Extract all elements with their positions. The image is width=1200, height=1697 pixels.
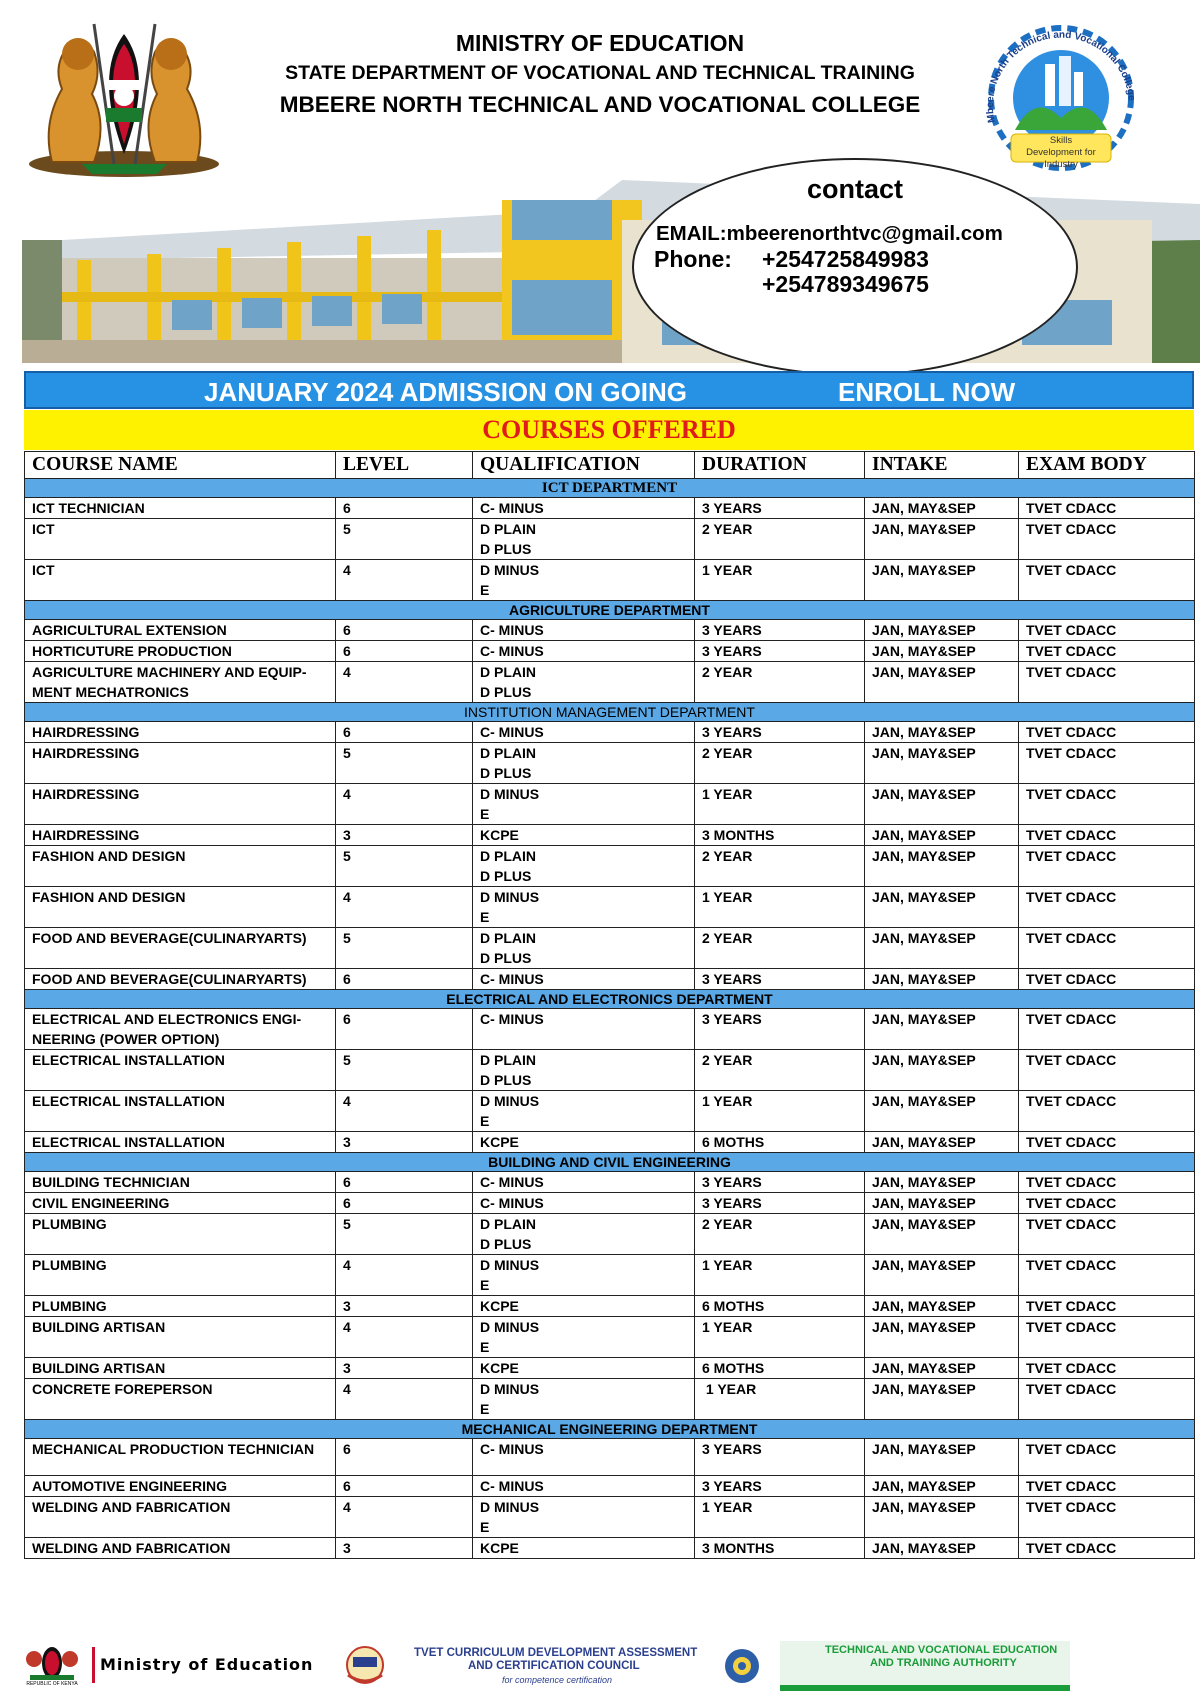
- department-heading: ICT DEPARTMENT: [25, 479, 1195, 498]
- intake-cell: JAN, MAY&SEP: [865, 846, 1019, 887]
- course-name-cell: AUTOMOTIVE ENGINEERING: [25, 1476, 336, 1497]
- duration-cell: 3 YEARS: [695, 641, 865, 662]
- course-name-cell: FOOD AND BEVERAGE(CULINARYARTS): [25, 969, 336, 990]
- intake-cell: JAN, MAY&SEP: [865, 1538, 1019, 1559]
- duration-cell: 1 YEAR: [695, 887, 865, 928]
- intake-cell: JAN, MAY&SEP: [865, 662, 1019, 703]
- duration-cell: 6 MOTHS: [695, 1358, 865, 1379]
- qualification-cell: KCPE: [473, 1132, 695, 1153]
- course-name-cell: PLUMBING: [25, 1214, 336, 1255]
- duration-cell: 3 YEARS: [695, 1476, 865, 1497]
- duration-cell: 1 YEAR: [695, 784, 865, 825]
- table-row: [25, 620, 1195, 641]
- exam-body-cell: TVET CDACC: [1019, 1091, 1195, 1132]
- level-cell: 3: [336, 825, 473, 846]
- exam-body-cell: TVET CDACC: [1019, 1379, 1195, 1420]
- exam-body-cell: TVET CDACC: [1019, 620, 1195, 641]
- level-cell: 5: [336, 519, 473, 560]
- course-name-cell: ICT: [25, 519, 336, 560]
- exam-body-cell: TVET CDACC: [1019, 1358, 1195, 1379]
- exam-body-cell: TVET CDACC: [1019, 1476, 1195, 1497]
- level-cell: 5: [336, 743, 473, 784]
- intake-cell: JAN, MAY&SEP: [865, 825, 1019, 846]
- duration-cell: 3 YEARS: [695, 1172, 865, 1193]
- duration-cell: 3 YEARS: [695, 1439, 865, 1476]
- qualification-cell: C- MINUS: [473, 1476, 695, 1497]
- level-cell: 3: [336, 1296, 473, 1317]
- course-name-cell: FASHION AND DESIGN: [25, 846, 336, 887]
- duration-cell: 2 YEAR: [695, 928, 865, 969]
- duration-cell: 6 MOTHS: [695, 1132, 865, 1153]
- table-row: [25, 1358, 1195, 1379]
- contact-phone-label: Phone:: [654, 246, 732, 272]
- duration-cell: 1 YEAR: [695, 1379, 865, 1420]
- footer-logos: [20, 1641, 1190, 1693]
- qualification-cell: KCPE: [473, 1538, 695, 1559]
- course-name-cell: AGRICULTURE MACHINERY AND EQUIP- MENT MECHATRONICS: [25, 662, 336, 703]
- course-name-cell: ELECTRICAL AND ELECTRONICS ENGI- NEERING (POWER OPTION): [25, 1009, 336, 1050]
- department-heading: BUILDING AND CIVIL ENGINEERING: [25, 1153, 1195, 1172]
- table-row: [25, 498, 1195, 519]
- qualification-cell: D PLAIN D PLUS: [473, 743, 695, 784]
- course-name-cell: FOOD AND BEVERAGE(CULINARYARTS): [25, 928, 336, 969]
- exam-body-cell: TVET CDACC: [1019, 1193, 1195, 1214]
- qualification-cell: C- MINUS: [473, 969, 695, 990]
- table-row: [25, 1296, 1195, 1317]
- course-name-cell: WELDING AND FABRICATION: [25, 1497, 336, 1538]
- duration-cell: 3 MONTHS: [695, 825, 865, 846]
- exam-body-cell: TVET CDACC: [1019, 1172, 1195, 1193]
- course-name-cell: BUILDING ARTISAN: [25, 1358, 336, 1379]
- qualification-cell: D MINUS E: [473, 1497, 695, 1538]
- footer-cdacc-line1: TVET CURRICULUM DEVELOPMENT ASSESSMENT: [414, 1647, 698, 1659]
- duration-cell: 2 YEAR: [695, 519, 865, 560]
- qualification-cell: C- MINUS: [473, 1439, 695, 1476]
- intake-cell: JAN, MAY&SEP: [865, 1476, 1019, 1497]
- duration-cell: 3 YEARS: [695, 722, 865, 743]
- logo-tagline: Skills Development for Industry: [1026, 135, 1096, 170]
- level-cell: 3: [336, 1538, 473, 1559]
- exam-body-cell: TVET CDACC: [1019, 1009, 1195, 1050]
- duration-cell: 1 YEAR: [695, 1497, 865, 1538]
- exam-body-cell: TVET CDACC: [1019, 928, 1195, 969]
- intake-cell: JAN, MAY&SEP: [865, 1132, 1019, 1153]
- exam-body-cell: TVET CDACC: [1019, 1538, 1195, 1559]
- table-row: [25, 1214, 1195, 1255]
- exam-body-cell: TVET CDACC: [1019, 846, 1195, 887]
- level-cell: 6: [336, 1476, 473, 1497]
- table-row: [25, 1172, 1195, 1193]
- course-name-cell: ICT: [25, 560, 336, 601]
- qualification-cell: D PLAIN D PLUS: [473, 928, 695, 969]
- qualification-cell: C- MINUS: [473, 722, 695, 743]
- kenya-coat-of-arms-logo: [22, 14, 227, 179]
- level-cell: 4: [336, 1379, 473, 1420]
- course-name-cell: HAIRDRESSING: [25, 784, 336, 825]
- duration-cell: 2 YEAR: [695, 743, 865, 784]
- exam-body-cell: TVET CDACC: [1019, 1439, 1195, 1476]
- department-row: [25, 1420, 1195, 1439]
- course-name-cell: CIVIL ENGINEERING: [25, 1193, 336, 1214]
- duration-cell: 2 YEAR: [695, 1214, 865, 1255]
- qualification-cell: C- MINUS: [473, 641, 695, 662]
- duration-cell: 2 YEAR: [695, 1050, 865, 1091]
- logo-ring-text: Mbeere North Technical and Vocational College: [984, 29, 1137, 124]
- level-cell: 6: [336, 1439, 473, 1476]
- courses-table-body: [25, 479, 1195, 1559]
- college-logo: [975, 22, 1147, 172]
- exam-body-cell: TVET CDACC: [1019, 1497, 1195, 1538]
- intake-cell: JAN, MAY&SEP: [865, 1497, 1019, 1538]
- enroll-now-text: ENROLL NOW: [838, 377, 1016, 407]
- table-row: [25, 1193, 1195, 1214]
- table-row: [25, 560, 1195, 601]
- table-row: [25, 1497, 1195, 1538]
- footer-crest-caption: REPUBLIC OF KENYA: [26, 1681, 78, 1687]
- exam-body-cell: TVET CDACC: [1019, 1050, 1195, 1091]
- level-cell: 3: [336, 1132, 473, 1153]
- exam-body-cell: TVET CDACC: [1019, 1255, 1195, 1296]
- contact-phone-2[interactable]: +254789349675: [762, 271, 929, 297]
- duration-cell: 2 YEAR: [695, 846, 865, 887]
- exam-body-cell: TVET CDACC: [1019, 1132, 1195, 1153]
- exam-body-cell: TVET CDACC: [1019, 743, 1195, 784]
- college-title: MBEERE NORTH TECHNICAL AND VOCATIONAL COLLEGE: [279, 92, 921, 117]
- contact-title: contact: [806, 174, 904, 204]
- courses-offered-heading: COURSES OFFERED: [24, 410, 1194, 450]
- footer-kenya-crest-logo: [20, 1641, 84, 1685]
- exam-body-cell: TVET CDACC: [1019, 784, 1195, 825]
- qualification-cell: KCPE: [473, 1296, 695, 1317]
- level-cell: 5: [336, 846, 473, 887]
- exam-body-cell: TVET CDACC: [1019, 969, 1195, 990]
- duration-cell: 1 YEAR: [695, 560, 865, 601]
- intake-cell: JAN, MAY&SEP: [865, 1009, 1019, 1050]
- intake-cell: JAN, MAY&SEP: [865, 641, 1019, 662]
- duration-cell: 6 MOTHS: [695, 1296, 865, 1317]
- department-heading: ELECTRICAL AND ELECTRONICS DEPARTMENT: [25, 990, 1195, 1009]
- footer-cdacc-emblem-icon: [338, 1643, 392, 1687]
- duration-cell: 3 YEARS: [695, 1009, 865, 1050]
- table-row: [25, 1317, 1195, 1358]
- header-exam-body: EXAM BODY: [1019, 452, 1195, 479]
- level-cell: 6: [336, 498, 473, 519]
- intake-cell: JAN, MAY&SEP: [865, 1296, 1019, 1317]
- intake-cell: JAN, MAY&SEP: [865, 1050, 1019, 1091]
- intake-cell: JAN, MAY&SEP: [865, 722, 1019, 743]
- department-row: [25, 703, 1195, 722]
- department-heading: INSTITUTION MANAGEMENT DEPARTMENT: [25, 703, 1195, 722]
- table-row: [25, 825, 1195, 846]
- course-name-cell: ELECTRICAL INSTALLATION: [25, 1132, 336, 1153]
- table-row: [25, 641, 1195, 662]
- exam-body-cell: TVET CDACC: [1019, 722, 1195, 743]
- level-cell: 6: [336, 620, 473, 641]
- duration-cell: 2 YEAR: [695, 662, 865, 703]
- level-cell: 4: [336, 887, 473, 928]
- level-cell: 6: [336, 969, 473, 990]
- table-row: [25, 519, 1195, 560]
- header-intake: INTAKE: [865, 452, 1019, 479]
- footer-divider: [92, 1647, 95, 1683]
- table-row: [25, 969, 1195, 990]
- footer-tveta-line1: TECHNICAL AND VOCATIONAL EDUCATION: [825, 1644, 1058, 1656]
- intake-cell: JAN, MAY&SEP: [865, 969, 1019, 990]
- level-cell: 4: [336, 1255, 473, 1296]
- department-row: [25, 479, 1195, 498]
- duration-cell: 3 YEARS: [695, 498, 865, 519]
- header-course-name: COURSE NAME: [25, 452, 336, 479]
- table-row: [25, 743, 1195, 784]
- table-row: [25, 1476, 1195, 1497]
- qualification-cell: D PLAIN D PLUS: [473, 1214, 695, 1255]
- course-name-cell: BUILDING TECHNICIAN: [25, 1172, 336, 1193]
- level-cell: 5: [336, 928, 473, 969]
- exam-body-cell: TVET CDACC: [1019, 662, 1195, 703]
- duration-cell: 3 YEARS: [695, 1193, 865, 1214]
- qualification-cell: C- MINUS: [473, 1009, 695, 1050]
- footer-cdacc-line2: AND CERTIFICATION COUNCIL: [468, 1660, 640, 1672]
- footer-tveta-line2: AND TRAINING AUTHORITY: [870, 1657, 1017, 1669]
- level-cell: 6: [336, 1172, 473, 1193]
- exam-body-cell: TVET CDACC: [1019, 519, 1195, 560]
- level-cell: 6: [336, 641, 473, 662]
- qualification-cell: C- MINUS: [473, 620, 695, 641]
- exam-body-cell: TVET CDACC: [1019, 1214, 1195, 1255]
- intake-cell: JAN, MAY&SEP: [865, 1358, 1019, 1379]
- contact-email[interactable]: EMAIL:mbeerenorthtvc@gmail.com: [656, 222, 1003, 245]
- department-heading: AGRICULTURE DEPARTMENT: [25, 601, 1195, 620]
- intake-cell: JAN, MAY&SEP: [865, 519, 1019, 560]
- level-cell: 6: [336, 722, 473, 743]
- header-level: LEVEL: [336, 452, 473, 479]
- course-name-cell: ELECTRICAL INSTALLATION: [25, 1091, 336, 1132]
- intake-cell: JAN, MAY&SEP: [865, 1214, 1019, 1255]
- department-row: [25, 990, 1195, 1009]
- qualification-cell: D PLAIN D PLUS: [473, 1050, 695, 1091]
- intake-cell: JAN, MAY&SEP: [865, 1172, 1019, 1193]
- level-cell: 4: [336, 1497, 473, 1538]
- exam-body-cell: TVET CDACC: [1019, 641, 1195, 662]
- qualification-cell: D MINUS E: [473, 1255, 695, 1296]
- course-name-cell: HAIRDRESSING: [25, 722, 336, 743]
- intake-cell: JAN, MAY&SEP: [865, 1193, 1019, 1214]
- table-row: [25, 1538, 1195, 1559]
- exam-body-cell: TVET CDACC: [1019, 560, 1195, 601]
- intake-cell: JAN, MAY&SEP: [865, 560, 1019, 601]
- level-cell: 5: [336, 1214, 473, 1255]
- courses-table: [24, 451, 1195, 1559]
- qualification-cell: D MINUS E: [473, 1317, 695, 1358]
- course-name-cell: HAIRDRESSING: [25, 825, 336, 846]
- header-qualification: QUALIFICATION: [473, 452, 695, 479]
- intake-cell: JAN, MAY&SEP: [865, 620, 1019, 641]
- table-row: [25, 784, 1195, 825]
- table-row: [25, 1132, 1195, 1153]
- table-row: [25, 928, 1195, 969]
- qualification-cell: D PLAIN D PLUS: [473, 846, 695, 887]
- duration-cell: 3 YEARS: [695, 620, 865, 641]
- qualification-cell: D PLAIN D PLUS: [473, 519, 695, 560]
- course-name-cell: ICT TECHNICIAN: [25, 498, 336, 519]
- course-name-cell: PLUMBING: [25, 1255, 336, 1296]
- table-row: [25, 1439, 1195, 1476]
- intake-cell: JAN, MAY&SEP: [865, 743, 1019, 784]
- intake-cell: JAN, MAY&SEP: [865, 1317, 1019, 1358]
- course-name-cell: BUILDING ARTISAN: [25, 1317, 336, 1358]
- qualification-cell: D MINUS E: [473, 560, 695, 601]
- intake-cell: JAN, MAY&SEP: [865, 928, 1019, 969]
- intake-cell: JAN, MAY&SEP: [865, 1255, 1019, 1296]
- level-cell: 5: [336, 1050, 473, 1091]
- intake-cell: JAN, MAY&SEP: [865, 1439, 1019, 1476]
- level-cell: 6: [336, 1009, 473, 1050]
- footer-gear-emblem-icon: [720, 1645, 764, 1687]
- table-row: [25, 722, 1195, 743]
- header-duration: DURATION: [695, 452, 865, 479]
- footer-ministry-text: Ministry of Education: [100, 1655, 314, 1674]
- intake-cell: JAN, MAY&SEP: [865, 498, 1019, 519]
- qualification-cell: D PLAIN D PLUS: [473, 662, 695, 703]
- table-row: [25, 1379, 1195, 1420]
- course-name-cell: WELDING AND FABRICATION: [25, 1538, 336, 1559]
- duration-cell: 1 YEAR: [695, 1317, 865, 1358]
- admission-ongoing-text: JANUARY 2024 ADMISSION ON GOING: [204, 377, 688, 407]
- contact-phone-1[interactable]: +254725849983: [762, 246, 929, 272]
- level-cell: 4: [336, 662, 473, 703]
- table-row: [25, 846, 1195, 887]
- qualification-cell: C- MINUS: [473, 498, 695, 519]
- intake-cell: JAN, MAY&SEP: [865, 784, 1019, 825]
- table-row: [25, 887, 1195, 928]
- course-name-cell: AGRICULTURAL EXTENSION: [25, 620, 336, 641]
- qualification-cell: C- MINUS: [473, 1193, 695, 1214]
- exam-body-cell: TVET CDACC: [1019, 1296, 1195, 1317]
- intake-cell: JAN, MAY&SEP: [865, 1091, 1019, 1132]
- table-row: [25, 1091, 1195, 1132]
- level-cell: 4: [336, 784, 473, 825]
- course-name-cell: CONCRETE FOREPERSON: [25, 1379, 336, 1420]
- qualification-cell: D MINUS E: [473, 1091, 695, 1132]
- department-row: [25, 1153, 1195, 1172]
- footer-cdacc-tagline: for competence certification: [502, 1675, 613, 1685]
- exam-body-cell: TVET CDACC: [1019, 825, 1195, 846]
- table-row: [25, 1009, 1195, 1050]
- contact-bubble: [632, 158, 1078, 376]
- intake-cell: JAN, MAY&SEP: [865, 1379, 1019, 1420]
- course-name-cell: FASHION AND DESIGN: [25, 887, 336, 928]
- table-header-row: [25, 452, 1195, 479]
- duration-cell: 1 YEAR: [695, 1255, 865, 1296]
- qualification-cell: D MINUS E: [473, 887, 695, 928]
- level-cell: 4: [336, 1091, 473, 1132]
- course-name-cell: HORTICUTURE PRODUCTION: [25, 641, 336, 662]
- level-cell: 4: [336, 1317, 473, 1358]
- table-row: [25, 1255, 1195, 1296]
- duration-cell: 1 YEAR: [695, 1091, 865, 1132]
- exam-body-cell: TVET CDACC: [1019, 1317, 1195, 1358]
- exam-body-cell: TVET CDACC: [1019, 887, 1195, 928]
- duration-cell: 3 MONTHS: [695, 1538, 865, 1559]
- qualification-cell: KCPE: [473, 1358, 695, 1379]
- table-row: [25, 662, 1195, 703]
- intake-cell: JAN, MAY&SEP: [865, 887, 1019, 928]
- course-name-cell: MECHANICAL PRODUCTION TECHNICIAN: [25, 1439, 336, 1476]
- level-cell: 4: [336, 560, 473, 601]
- qualification-cell: D MINUS E: [473, 1379, 695, 1420]
- course-name-cell: PLUMBING: [25, 1296, 336, 1317]
- level-cell: 6: [336, 1193, 473, 1214]
- department-row: [25, 601, 1195, 620]
- ministry-title: MINISTRY OF EDUCATION: [455, 30, 745, 56]
- qualification-cell: C- MINUS: [473, 1172, 695, 1193]
- qualification-cell: D MINUS E: [473, 784, 695, 825]
- table-row: [25, 1050, 1195, 1091]
- course-name-cell: HAIRDRESSING: [25, 743, 336, 784]
- exam-body-cell: TVET CDACC: [1019, 498, 1195, 519]
- department-heading: MECHANICAL ENGINEERING DEPARTMENT: [25, 1420, 1195, 1439]
- course-name-cell: ELECTRICAL INSTALLATION: [25, 1050, 336, 1091]
- admission-banner: [24, 371, 1194, 409]
- duration-cell: 3 YEARS: [695, 969, 865, 990]
- level-cell: 3: [336, 1358, 473, 1379]
- qualification-cell: KCPE: [473, 825, 695, 846]
- state-department-title: STATE DEPARTMENT OF VOCATIONAL AND TECHNICAL TRAINING: [285, 62, 915, 84]
